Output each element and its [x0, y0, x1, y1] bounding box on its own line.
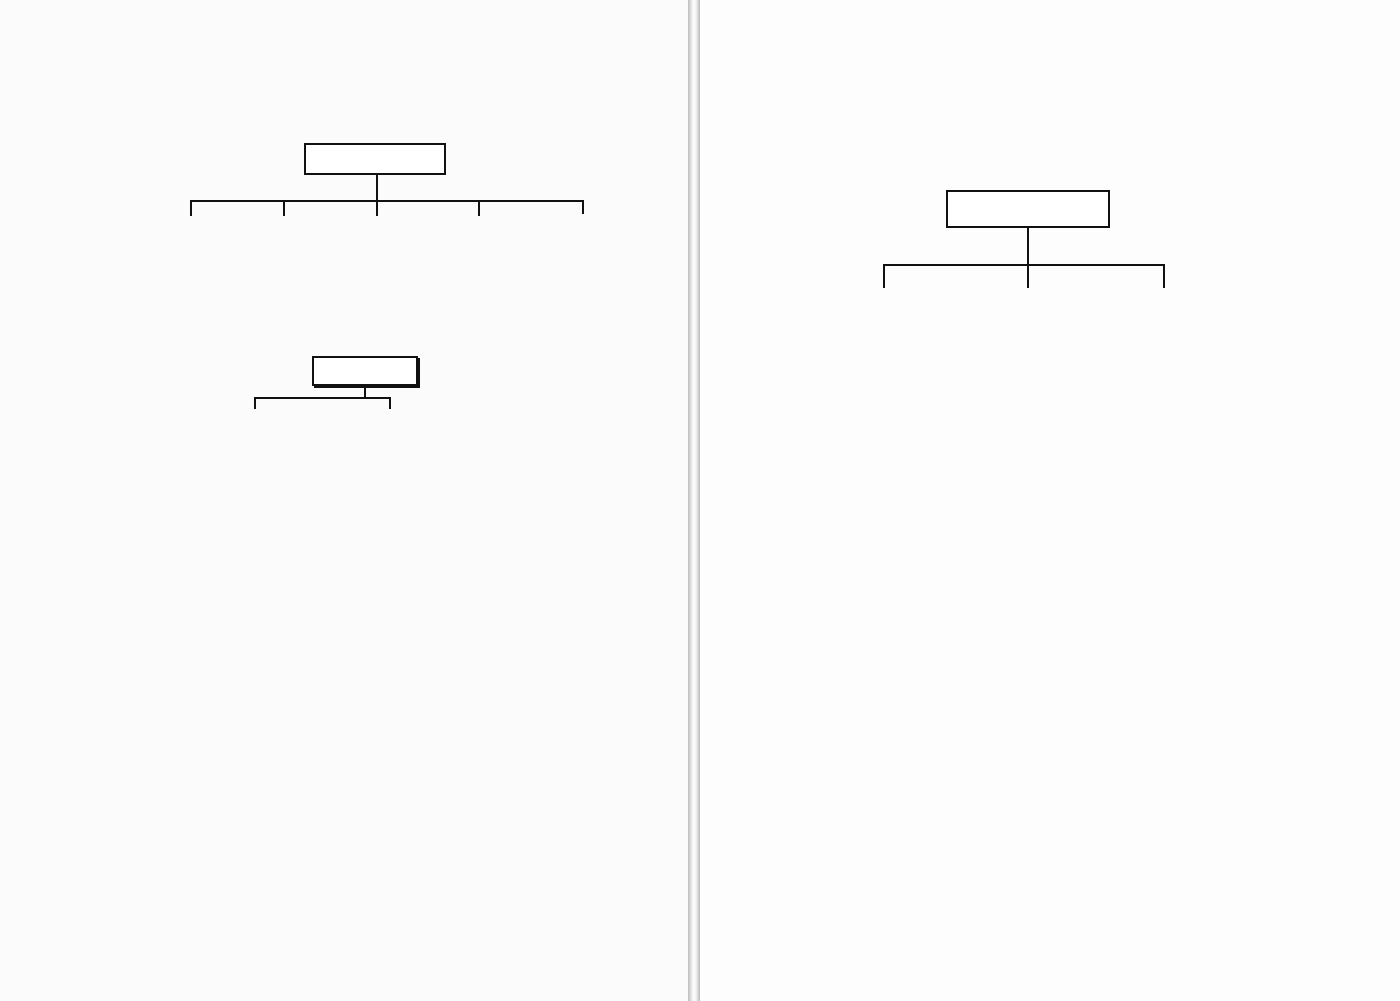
left-head-box — [304, 143, 446, 175]
connector — [582, 200, 584, 214]
sub-title-box — [312, 356, 418, 386]
connector — [883, 264, 1165, 266]
connector — [478, 200, 480, 216]
connector — [190, 200, 192, 216]
connector — [254, 397, 390, 399]
connector — [376, 175, 378, 201]
connector — [1027, 228, 1029, 266]
connector — [883, 264, 885, 288]
connector — [254, 397, 256, 409]
connector — [1027, 264, 1029, 288]
connector — [1163, 264, 1165, 288]
connector — [283, 200, 285, 216]
left-page — [0, 0, 690, 1001]
connector — [389, 397, 391, 409]
connector — [190, 200, 584, 202]
right-page — [700, 0, 1400, 1001]
connector — [376, 200, 378, 216]
right-head-box — [946, 190, 1110, 228]
